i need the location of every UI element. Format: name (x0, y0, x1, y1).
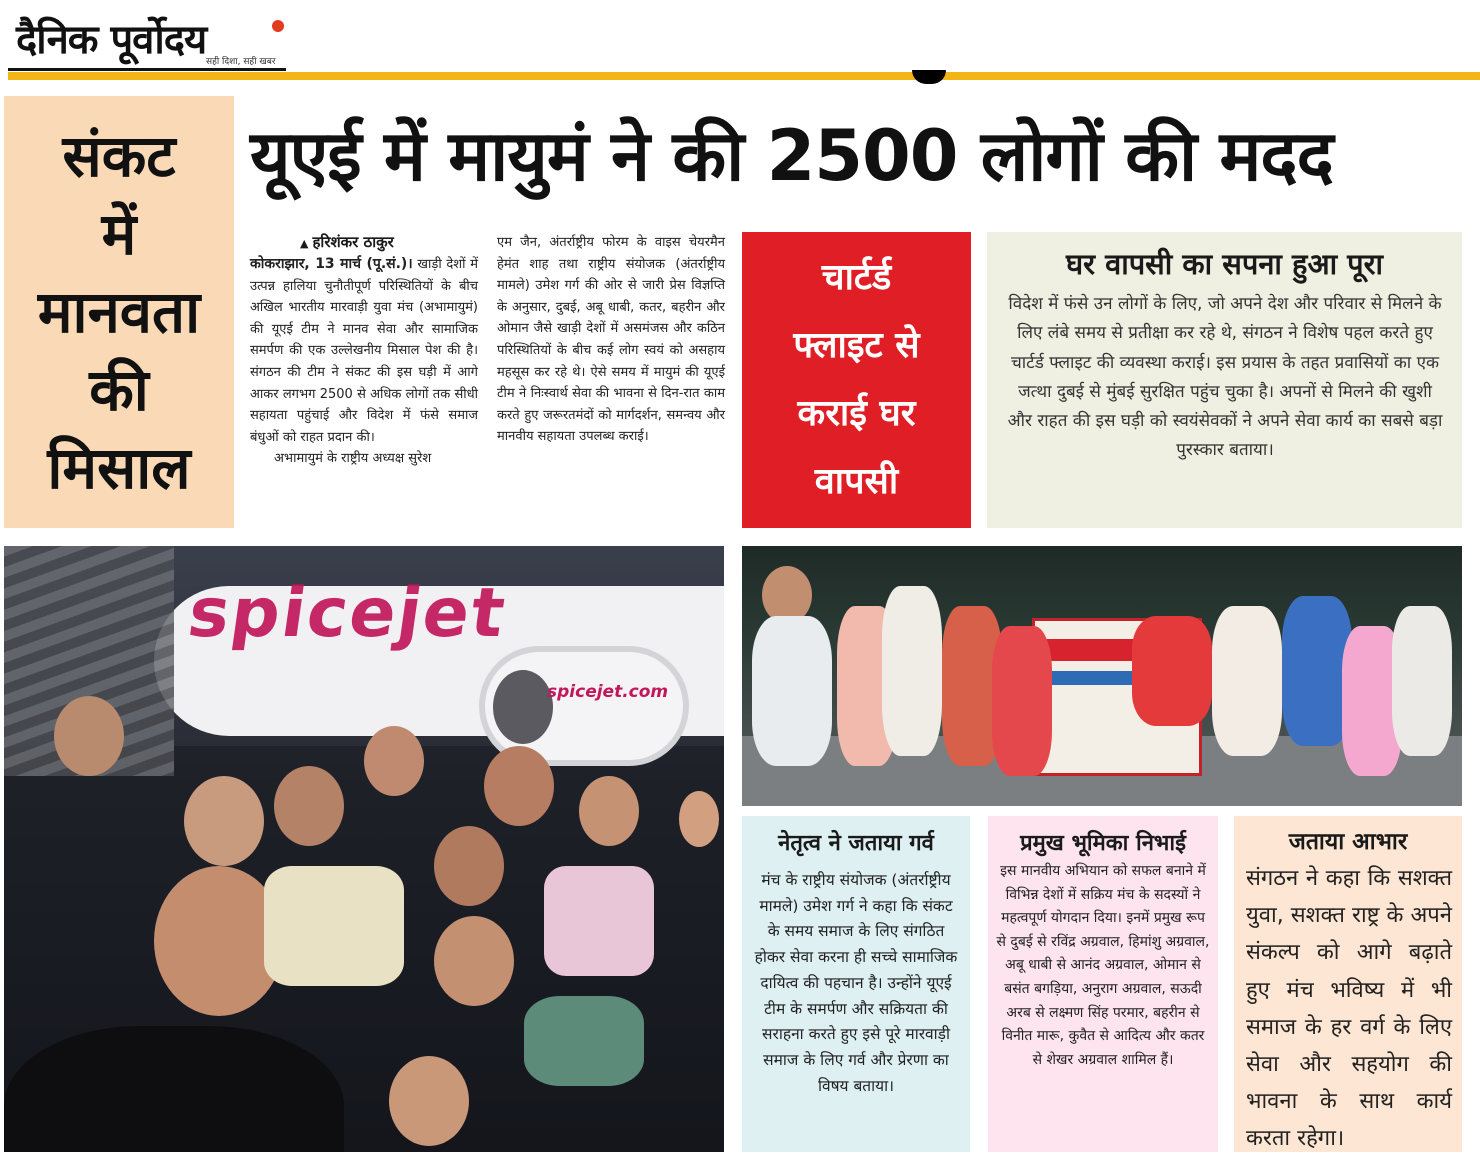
group-member (1132, 616, 1212, 726)
article-paragraph: एम जैन, अंतर्राष्ट्रीय फोरम के वाइस चेयरमैन हेमंत शाह तथा राष्ट्रीय संयोजक (अंतर्राष्ट्रीय मामले) उमेश गर्ग की ओर से जारी प्रेस विज्ञप्ति के अनुसार, दुबई, अबू धाबी, कतर, बहरीन और ओमान जैसे खाड़ी देशों में असमंजस और कठिन परिस्थितियों के बीच कई लोग स्वयं को असहाय महसूस कर रहे थे। ऐसे समय में मायुमं की यूएई टीम ने निःस्वार्थ सेवा की भावना से दिन-रात काम करते हुए जरूरतमंदों को मार्गदर्शन, समन्वय और मानवीय सहायता उपलब्ध कराई। (497, 235, 725, 445)
passenger-crowd (4, 696, 724, 1152)
passenger-face (434, 826, 504, 906)
newspaper-logo: दैनिक पूर्वोदय (16, 16, 207, 63)
group-member (992, 626, 1052, 776)
byline-triangle-icon: ▲ (300, 237, 309, 250)
kicker-sidebar (4, 96, 234, 528)
passenger-face (679, 791, 719, 847)
group-member (882, 586, 942, 756)
article-paragraph: अभामायुमं के राष्ट्रीय अध्यक्ष सुरेश (274, 451, 432, 467)
dateline: कोकराझार, 13 मार्च (पू.सं.)। (250, 256, 413, 272)
passenger-face (579, 776, 639, 846)
thanks-card (1234, 816, 1462, 1152)
masthead-rule (8, 68, 286, 71)
leadership-card-body: मंच के राष्ट्रीय संयोजक (अंतर्राष्ट्रीय मामले) उमेश गर्ग ने कहा कि संकट के समय समाज के लिए संगठित होकर सेवा करना ही सच्चे सामाजिक दायित्व की पहचान है। उन्होंने यूएई टीम के समर्पण और सक्रियता की सराहना करते हुए इसे पूरे मारवाड़ी समाज के लिए गर्व और प्रेरणा का विषय बताया। (754, 871, 958, 1095)
passenger-shirt (544, 866, 654, 976)
kicker-line: में (101, 200, 137, 268)
charter-flight-line: फ्लाइट से (793, 325, 920, 366)
charter-flight-line: कराई घर (797, 393, 916, 434)
role-card (988, 816, 1218, 1152)
thanks-card-title: जताया आभार (1288, 829, 1408, 855)
leadership-card (742, 816, 970, 1152)
homecoming-title: घर वापसी का सपना हुआ पूरा (1065, 247, 1384, 281)
passenger-face (274, 766, 344, 846)
passenger-shirt (264, 866, 404, 986)
masthead (8, 8, 288, 72)
passenger-shirt (4, 1026, 344, 1152)
airline-livery-text: spicejet (183, 574, 512, 653)
passenger-shirt (524, 996, 644, 1086)
charter-flight-line: चार्टर्ड (821, 257, 892, 298)
passenger-face (54, 696, 124, 776)
byline-author: हरिशंकर ठाकुर (312, 233, 394, 251)
engine-livery-text: spicejet.com (547, 682, 669, 702)
homecoming-box (987, 232, 1462, 528)
kicker-line: मिसाल (47, 434, 191, 502)
passenger-face (434, 916, 514, 1006)
byline (300, 232, 394, 252)
kicker-line: की (89, 356, 149, 424)
kicker-line: मानवता (37, 278, 201, 346)
homecoming-group-photo (742, 546, 1462, 806)
passenger-face (364, 726, 424, 796)
charter-flight-box (742, 232, 971, 528)
passenger-face (484, 746, 554, 826)
airport-group-photo (4, 546, 724, 1152)
article-column-1 (250, 254, 478, 470)
passenger-face (389, 1056, 469, 1146)
homecoming-body: विदेश में फंसे उन लोगों के लिए, जो अपने देश और परिवार से मिलने के लिए लंबे समय से प्रतीक्षा कर रहे थे, संगठन ने विशेष पहल करते हुए चार्टर्ड फ्लाइट की व्यवस्था कराई। इस प्रयास के तहत प्रवासियों का एक जत्था दुबई से मुंबई सुरक्षित पहुंच चुका है। अपनों से मिलने की खुशी और राहत की इस घड़ी को स्वयंसेवकों ने अपने सेवा कार्य का सबसे बड़ा पुरस्कार बताया। (1007, 294, 1443, 461)
leadership-card-title: नेतृत्व ने जताया गर्व (778, 831, 934, 856)
group-member (1392, 606, 1452, 756)
logo-dot-icon (272, 20, 284, 32)
group-member (1212, 606, 1282, 756)
article-paragraph: खाड़ी देशों में उत्पन्न हालिया चुनौतीपूर्ण परिस्थितियों के बीच अखिल भारतीय मारवाड़ी युवा मंच (अभामायुमं) की यूएई टीम ने मानव सेवा और सामाजिक समर्पण की एक उल्लेखनीय मिसाल पेश की है। संगठन की टीम ने संकट की इस घड़ी में आगे आकर लगभग 2500 से अधिक लोगों तक सीधी सहायता पहुंचाई और विदेश में फंसे समाज बंधुओं को राहत प्रदान की। (250, 257, 478, 445)
role-card-body: इस मानवीय अभियान को सफल बनाने में विभिन्न देशों में सक्रिय मंच के सदस्यों ने महत्वपूर्ण योगदान दिया। इनमें प्रमुख रूप से दुबई से रविंद्र अग्रवाल, हिमांशु अग्रवाल, अबू धाबी से आनंद अग्रवाल, ओमान से बसंत बगड़िया, अनुराग अग्रवाल, सऊदी अरब से लक्ष्मण सिंह परमार, बहरीन से विनीत मारू, कुवैत से आदित्य और कतर से शेखर अग्रवाल शामिल हैं। (996, 863, 1210, 1068)
passenger-face (184, 776, 264, 866)
charter-flight-line: वापसी (814, 461, 899, 502)
kicker-line: संकट (62, 122, 176, 190)
accent-bar (8, 72, 1480, 80)
thanks-card-body: संगठन ने कहा कि सशक्त युवा, सशक्त राष्ट्र के अपने संकल्प को आगे बढ़ाते हुए मंच भविष्य में भी समाज के हर वर्ग के लिए सेवा और सहयोग की भावना के साथ कार्य करता रहेगा। (1246, 866, 1452, 1152)
article-column-2 (497, 232, 725, 448)
page-marker (912, 70, 946, 84)
group-member (752, 616, 832, 766)
newspaper-tagline: सही दिशा, सही खबर (206, 57, 276, 67)
role-card-title: प्रमुख भूमिका निभाई (1020, 831, 1186, 856)
headline: यूएई में मायुमं ने की 2500 लोगों की मदद (250, 115, 1333, 197)
